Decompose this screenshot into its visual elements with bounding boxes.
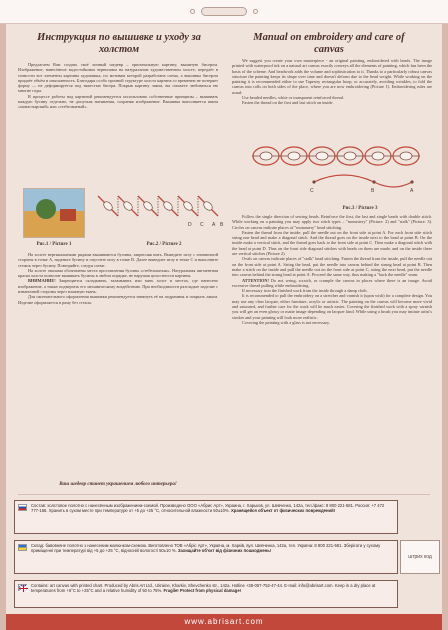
ru-closing-note: Ваш шедевр станет украшением любого интерьера!	[59, 482, 177, 487]
legal-box-ukrainian	[14, 540, 398, 574]
ru-intro: Предлагаем Вам создать своё личный шедевр – оригинальную картину, вышитую бисером. Изображение, нанесённое водостойкими чернилами на натуральном художественном холсте, передаёт в точности все элементы картины художника, по мотивам которой разработана схема, а вышивка бисером придаёт объём и изысканность. Благодаря особо прочной структуре холста картина со временем не потеряет форму — не деформируется под тяжестью бисера. Покрыв картину лаком, вы сможете любоваться ею многие годы.	[18, 62, 218, 94]
flag-uk-icon	[18, 584, 27, 591]
svg-text:B: B	[220, 222, 224, 228]
painting-tree	[36, 199, 56, 219]
ru-title: Инструкция по вышивке и уходу за холстом	[37, 32, 201, 55]
en-list-1: Use beaded needles, white or transparent reinforced thread.	[242, 95, 345, 101]
en-paragraph-3: Fasten the thread from the inside; pull the needle out on the front side at point A. For each front side stitch string one bead and make a diagonal stitch. And the thread goes on the inside next to the bead at point B. On the inside make a vertical stitch, and the thread goes back to the front side at point C. Then make a diagonal stitch with the bead at point D. Thus on the front side diagonal stitches with beads on them are made, and on the inside there are vertical stitches (Picture 2).	[232, 229, 432, 257]
en-body-block	[232, 214, 432, 486]
en-paragraph-4: Ovals on canvas indicate places of "stalk" bead stitching. Fasten the thread from the inside, pull the needle out on the front side at point A. String the bead, put the needle into canvas behind the strung bead at point B. Then make a stitch on the inside and pull the needle out on the front side at point C, string the next bead, put the needle into canvas behind the strung bead at point A. Proceed the same way, thus making a "back the needle" seam.	[232, 256, 432, 278]
en-paragraph-7: Covering the painting with a glass is not necessary.	[242, 319, 330, 325]
ru-warning-title: ВНИМАНИЕ!	[28, 278, 56, 284]
flag-russia-icon	[18, 504, 27, 511]
section-divider	[18, 494, 430, 495]
en-paragraph-2: Follow the single direction of sewing beads. Reinforce the first, the last and single beads with double stitch. While working on a painting you may apply two stitch types – "monastery" (Picture. 2) and "stalk" (Picture. 3). Circles on canvas indicate places of "monastery" bead stitching.	[232, 214, 432, 230]
svg-text:A: A	[212, 222, 216, 228]
legal-ua-text: Склад: бавовняне полотно з нанесеним малюнком-схемою. Виготовлено ТОВ «Абріс Арт», Україна, м. Харків, вул. Шевченка, 142а, тел. Україна: 8 800 221-581. Зберігати у сухому приміщенні при температурі від +5 до +25 °С, відносній вологості 50±10 %.	[31, 543, 381, 554]
en-paragraph-5: If necessary iron the finished work from the inside through a damp cloth.	[242, 288, 368, 294]
svg-text:A: A	[410, 188, 414, 194]
picture-1-painting	[23, 188, 85, 238]
ru-body-block	[18, 252, 218, 478]
svg-text:C: C	[310, 188, 314, 194]
barcode-area	[400, 540, 440, 574]
barcode-label: штрих код	[408, 554, 432, 560]
en-title: Manual on embroidery and care of canvas	[253, 32, 405, 55]
hang-dot-left	[190, 9, 195, 14]
legal-ru-text: Состав: холстовое полотно с нанесённым изображением-схемой. Произведено ООО «Абрис Арт», Украина, г. Харьков, ул. Шевченко, 142а, тел./факс: 8 800 221-581. Россия: +7 472 777-166. Хранить в сухом месте при температуре от +5 до +25 °С, относительной влажности 50±10%.	[31, 503, 385, 514]
legal-ru-warning: Хранящейся объект от физических повреждений!	[230, 508, 336, 514]
en-warning: Do not wring, scratch, or crumple the canvas in places where there is an image. Avoid excessive thread pulling while embroidering.	[232, 277, 432, 288]
hang-tab	[0, 0, 448, 24]
picture-2-caption: Рис.2 / Picture 2	[146, 242, 182, 247]
legal-en-text: Contains: art canvas with printed chart. Produced by Abris Art Ltd., Ukraine, Kharkiv, Shevchenko str., 142a. Hotline +38-057-752-47-44. E-mail: info@abrisart.com. Keep in a dry place at temperatures from +5°C to +25°C and a relative humidity of 50 to 75%.	[31, 583, 376, 594]
ru-intro-block	[18, 62, 218, 184]
legal-box-english	[14, 580, 398, 608]
painting-house	[60, 209, 76, 221]
hang-dot-right	[253, 9, 258, 14]
svg-text:C: C	[200, 222, 204, 228]
ru-warning: Запрещается складывать, заламывать или мять холст в местах, где нанесено изображение, а также подвергать его механическому воздействию. При необходимости разгладьте изделие с изнаночной стороны через влажную ткань.	[18, 278, 218, 295]
svg-text:D: D	[188, 222, 192, 228]
picture-3-caption: Рис.3 / Picture 3	[342, 206, 378, 211]
en-warning-title: ATTENTION!	[242, 277, 269, 283]
hang-hole	[201, 7, 247, 16]
ru-paragraph-2: В процессе работы над картиной рекомендуется использовать собственные принципы – вышивать каждую бусину отдельно, не допуская натяжения, сохраняя изображение. Вышивка выполняется швом «монастырский» или «стебельчатый».	[18, 93, 218, 110]
legal-box-russian	[14, 500, 398, 534]
footer-bar	[6, 614, 442, 630]
ru-paragraph-3: На холсте вертикальными рядами вышиваются бусины, закрепляя нить. Выведите иглу с изнаночной стороны в точке А, наденьте бусину и опустите иглу в точке В. Далее выведите иглу в точке С и выполните стежок через бусину. Повторяйте, следуя схеме.	[18, 252, 218, 268]
union-jack-cross	[19, 585, 28, 592]
legal-en-warning: Fragile! Protect from physical damage!	[163, 588, 242, 594]
ru-paragraph-5: Для окончательного оформления вышивки рекомендуется натянуть её на подрамник и покрыть лаком. Изделие оформляется в раму без стекла.	[18, 294, 218, 305]
legal-ua-warning: Захищайте об'єкт від фізичних пошкоджень!	[177, 548, 272, 554]
en-intro-block	[232, 58, 432, 132]
footer-url[interactable]: www.abrisart.com	[184, 617, 264, 626]
picture-2-diagram	[92, 188, 232, 240]
picture-1-caption: Рис.1 / Picture 1	[36, 242, 72, 247]
en-list-2: Fasten the thread on the first and last stitch on inside.	[242, 100, 334, 106]
en-intro: We suggest you create your own masterpiece - an original painting, embroidered with beads. The image printed with waterproof ink on a natural art canvas exactly conveys all the elements of painting, which has been the basis of the scheme. And beadwork adds the volume and sophistication to it. Thanks to a particularly robust canvas structure the painting keeps its shape over time and doesn't deform due to the bead weight. While working on the painting it is recommended either to use Tapestry rectangular hoop, or accurately, avoiding wrinkles, to fold the canvas into rolls on both sides of the place, where you are now embroidering (Picture 1). Embroidering rules are usual:	[232, 58, 432, 95]
picture-3-diagram	[244, 138, 432, 202]
svg-text:B: B	[371, 188, 375, 194]
flag-ukraine-icon	[18, 544, 27, 551]
en-paragraph-6: It is recommended to pull the embroidery on a stretcher and varnish it (upon wish) for a complete design. You may use any clear lacquer, either furniture, acrylic or artistic. The painting on the canvas will become more vivid and saturated, and further care for the work will be much easier. Covering the finished work with a spray varnish you will get an even glossy or matte image depending on lacquer kind. While using a brush you may imitate artist's strokes and your painting will look more realistic.	[232, 293, 432, 320]
ru-paragraph-4: На холсте овалами обозначены места проставления бусины «стебельчатым». Натуральная пигментная краска холста позволит вышивать бусины в любом порядке, не нарушая целостности картины.	[18, 267, 218, 279]
